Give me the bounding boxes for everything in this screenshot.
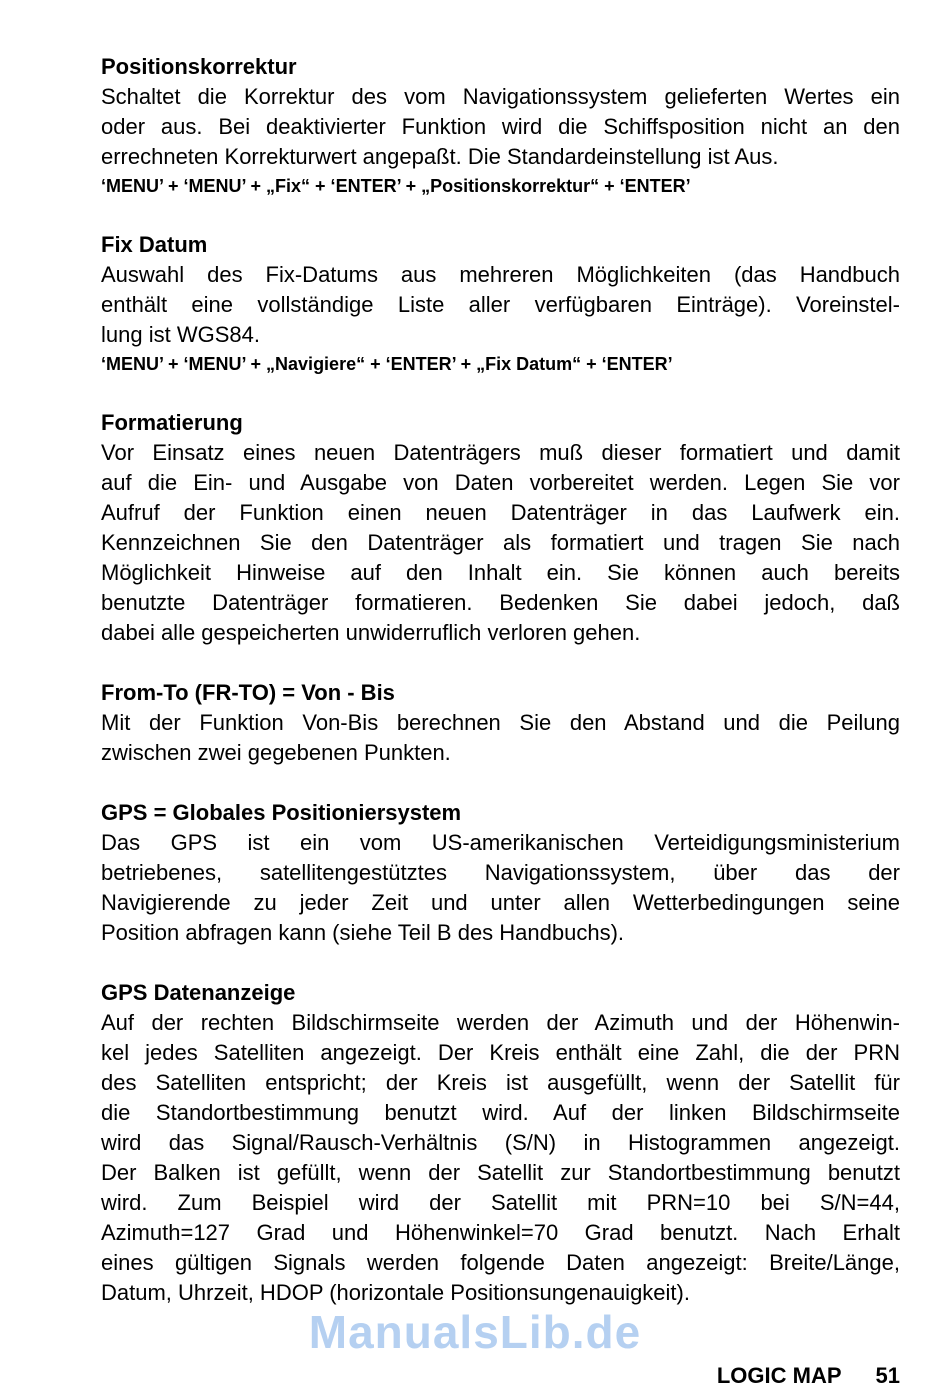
section	[101, 52, 900, 200]
section-heading: Positionskorrektur	[101, 54, 297, 79]
paragraph-line: Kennzeichnen Sie den Datenträger als formatiert und tragen Sie nach	[101, 530, 900, 555]
paragraph-line: Aufruf der Funktion einen neuen Datenträger in das Laufwerk ein.	[101, 500, 900, 525]
menu-key-sequence: ‘MENU’ + ‘MENU’ + „Fix“ + ‘ENTER’ + „Positionskorrektur“ + ‘ENTER’	[101, 176, 691, 196]
paragraph-line: benutzte Datenträger formatieren. Bedenken Sie dabei jedoch, daß	[101, 590, 900, 615]
paragraph-line: dabei alle gespeicherten unwiderruflich verloren gehen.	[101, 620, 641, 645]
paragraph-line: Auswahl des Fix-Datums aus mehreren Möglichkeiten (das Handbuch	[101, 262, 900, 287]
paragraph-line: wird das Signal/Rausch-Verhältnis (S/N) in Histogrammen angezeigt.	[101, 1130, 900, 1155]
section	[101, 408, 900, 648]
watermark: ManualsLib.de	[308, 1306, 642, 1358]
section-heading: GPS Datenanzeige	[101, 980, 296, 1005]
paragraph-line: zwischen zwei gegebenen Punkten.	[101, 740, 451, 765]
paragraph-line: lung ist WGS84.	[101, 322, 260, 347]
section	[101, 798, 900, 948]
page-footer	[717, 1364, 900, 1388]
section-heading: Fix Datum	[101, 232, 208, 257]
paragraph-line: Position abfragen kann (siehe Teil B des Handbuchs).	[101, 920, 625, 945]
paragraph-line: Datum, Uhrzeit, HDOP (horizontale Positionsungenauigkeit).	[101, 1280, 690, 1305]
paragraph-line: oder aus. Bei deaktivierter Funktion wird die Schiffsposition nicht an den	[101, 114, 900, 139]
paragraph-line: Auf der rechten Bildschirmseite werden der Azimuth und der Höhenwin-	[101, 1010, 900, 1035]
paragraph-line: errechneten Korrekturwert angepaßt. Die Standardeinstellung ist Aus.	[101, 144, 779, 169]
footer-title: LOGIC MAP	[716, 1363, 842, 1388]
menu-key-sequence: ‘MENU’ + ‘MENU’ + „Navigiere“ + ‘ENTER’ + „Fix Datum“ + ‘ENTER’	[101, 354, 673, 374]
paragraph-line: Möglichkeit Hinweise auf den Inhalt ein. Sie können auch bereits	[101, 560, 900, 585]
paragraph-line: Schaltet die Korrektur des vom Navigationssystem gelieferten Wertes ein	[101, 84, 900, 109]
section	[101, 678, 900, 768]
paragraph-line: Mit der Funktion Von-Bis berechnen Sie den Abstand und die Peilung	[101, 710, 900, 735]
section-heading: Formatierung	[101, 410, 243, 435]
section-heading: GPS = Globales Positioniersystem	[101, 800, 462, 825]
paragraph-line: enthält eine vollständige Liste aller verfügbaren Einträge). Voreinstel-	[101, 292, 900, 317]
paragraph-line: eines gültigen Signals werden folgende Daten angezeigt: Breite/Länge,	[101, 1250, 900, 1275]
section	[101, 230, 900, 378]
paragraph-line: des Satelliten entspricht; der Kreis ist ausgefüllt, wenn der Satellit für	[101, 1070, 900, 1095]
paragraph-line: kel jedes Satelliten angezeigt. Der Kreis enthält eine Zahl, die der PRN	[101, 1040, 900, 1065]
paragraph-line: Das GPS ist ein vom US-amerikanischen Verteidigungsministerium	[101, 830, 900, 855]
paragraph-line: die Standortbestimmung benutzt wird. Auf der linken Bildschirmseite	[101, 1100, 900, 1125]
section	[101, 978, 900, 1308]
paragraph-line: Der Balken ist gefüllt, wenn der Satellit zur Standortbestimmung benutzt	[101, 1160, 900, 1185]
paragraph-line: Azimuth=127 Grad und Höhenwinkel=70 Grad benutzt. Nach Erhalt	[101, 1220, 900, 1245]
paragraph-line: Vor Einsatz eines neuen Datenträgers muß dieser formatiert und damit	[101, 440, 900, 465]
paragraph-line: betriebenes, satellitengestütztes Navigationssystem, über das der	[101, 860, 900, 885]
paragraph-line: wird. Zum Beispiel wird der Satellit mit PRN=10 bei S/N=44,	[101, 1190, 900, 1215]
paragraph-line: Navigierende zu jeder Zeit und unter allen Wetterbedingungen seine	[101, 890, 900, 915]
section-heading: From-To (FR-TO) = Von - Bis	[101, 680, 395, 705]
document-body	[101, 52, 900, 1338]
page-number: 51	[875, 1363, 900, 1388]
paragraph-line: auf die Ein- und Ausgabe von Daten vorbereitet werden. Legen Sie vor	[101, 470, 900, 495]
